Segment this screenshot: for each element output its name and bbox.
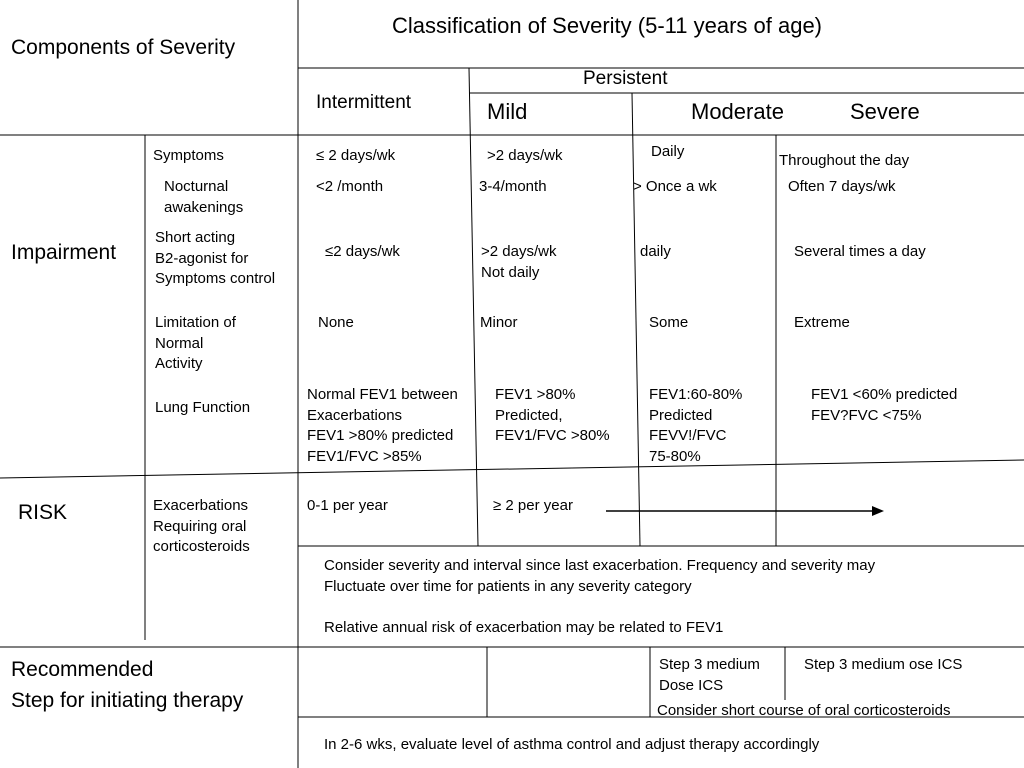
row-label-exacerbations: Exacerbations Requiring oral corticosteroids [153,497,250,555]
row-label-lung-function: Lung Function [155,399,251,416]
nocturnal-severe: Often 7 days/wk [788,178,896,195]
saba-mild: >2 days/wk Not daily [481,243,557,281]
components-title: Components of Severity [11,36,236,59]
row-label-saba: Short acting B2-agonist for Symptoms control [155,229,276,287]
nocturnal-moderate: > Once a wk [633,178,717,195]
severe-label: Severe [850,99,920,124]
row-label-limitation: Limitation of Normal Activity [155,314,236,372]
saba-moderate: daily [640,243,671,260]
intermittent-label: Intermittent [316,92,412,113]
risk-note-fev1: Relative annual risk of exacerbation may be related to FEV1 [324,619,724,636]
lung-mild: FEV1 >80% Predicted, FEV1/FVC >80% [495,386,610,444]
limitation-mild: Minor [480,314,518,331]
nocturnal-mild: 3-4/month [479,178,547,195]
therapy-steroid-note: Consider short course of oral corticosteroids [657,702,951,719]
risk-section-label: RISK [18,501,68,524]
nocturnal-intermittent: <2 /month [316,178,384,195]
symptoms-mild: >2 days/wk [487,147,563,164]
row-label-nocturnal: Nocturnal awakenings [164,178,244,216]
saba-severe: Several times a day [794,243,926,260]
impairment-section-label: Impairment [11,241,117,264]
symptoms-severe: Throughout the day [779,152,910,169]
therapy-moderate: Step 3 medium Dose ICS [659,656,760,694]
limitation-moderate: Some [649,314,689,331]
limitation-intermittent: None [318,314,354,331]
therapy-section-label: Recommended Step for initiating therapy [11,658,244,712]
classification-title: Classification of Severity (5-11 years of age) [392,13,822,38]
lung-severe: FEV1 <60% predicted FEV?FVC <75% [811,386,958,424]
persistent-label: Persistent [583,68,668,89]
therapy-followup-note: In 2-6 wks, evaluate level of asthma control and adjust therapy accordingly [324,736,820,753]
symptoms-moderate: Daily [651,143,685,160]
therapy-severe: Step 3 medium ose ICS [804,656,963,673]
mild-label: Mild [487,99,528,124]
symptoms-intermittent: ≤ 2 days/wk [316,147,396,164]
row-label-symptoms: Symptoms [153,147,224,164]
lung-moderate: FEV1:60-80% Predicted FEVV!/FVC 75-80% [649,386,743,465]
risk-note-severity: Consider severity and interval since last exacerbation. Frequency and severity may Fluctuate over time for patients in any severity category [324,557,876,595]
limitation-severe: Extreme [794,314,850,331]
moderate-label: Moderate [691,99,784,124]
exacerbations-persistent: ≥ 2 per year [493,497,573,514]
saba-intermittent: ≤2 days/wk [325,243,400,260]
exacerbations-intermittent: 0-1 per year [307,497,388,514]
arrow-right-icon [606,503,884,519]
lung-intermittent: Normal FEV1 between Exacerbations FEV1 >80% predicted FEV1/FVC >85% [307,386,458,465]
